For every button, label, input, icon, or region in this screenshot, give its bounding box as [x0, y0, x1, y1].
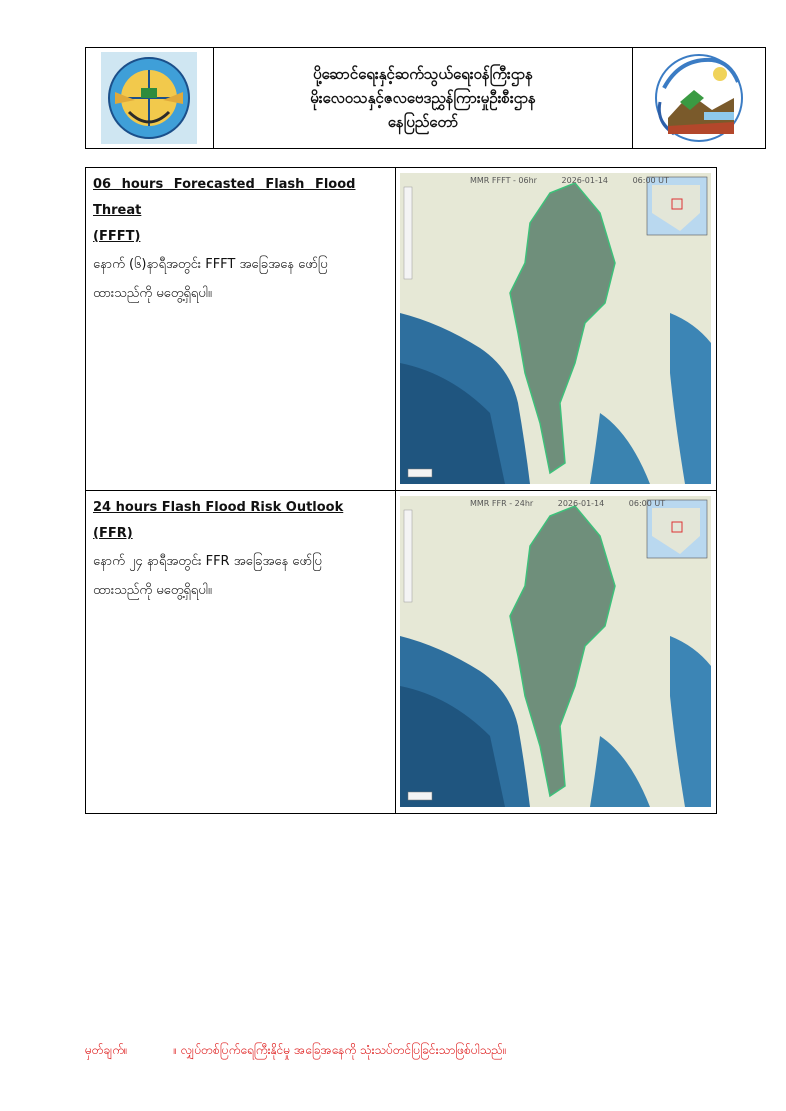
- ffft-map-graphic: [400, 173, 711, 484]
- ffft-title-abbr: (FFFT): [93, 229, 141, 244]
- flash-flood-table: [85, 167, 717, 814]
- ffr-map-date: 2026-01-14: [557, 499, 605, 508]
- ministry-name: ပို့ဆောင်ရေးနှင့်ဆက်သွယ်ရေးဝန်ကြီးဌာန: [313, 65, 533, 83]
- footer-label: မှတ်ချက်။: [85, 1043, 128, 1057]
- ffr-description-cont: ထားသည်ကို မတွေ့ရှိရပါ။: [93, 583, 212, 598]
- ffr-map-graphic: [400, 496, 711, 807]
- ffr-map-cell: [396, 491, 716, 813]
- ffft-description: နောက် (၆)နာရီအတွင်း FFFT အခြေအနေ ဖော်ပြ: [93, 257, 328, 272]
- ffft-map-title: [470, 176, 691, 185]
- ministry-logo-cell: [86, 48, 214, 148]
- footer-note: [85, 1042, 705, 1060]
- ffft-map-cell: [396, 168, 716, 490]
- header-title-block: [214, 48, 634, 148]
- ffr-text-cell: [86, 491, 396, 813]
- ffr-map[interactable]: [400, 496, 711, 807]
- ffft-title: 06 hours Forecasted Flash Flood Threat: [93, 177, 356, 218]
- ffft-map-time: 06:00 UT: [632, 176, 669, 185]
- ministry-logo: [101, 52, 197, 144]
- ffft-row: [86, 168, 716, 491]
- ffft-map[interactable]: [400, 173, 711, 484]
- department-name: မိုးလေဝသနှင့်ဇလဗေဒညွှန်ကြားမှုဦးစီးဌာန: [310, 89, 536, 107]
- ffr-row: [86, 491, 716, 813]
- footer-text: ။ လျှပ်တစ်ပြက်ရေကြီးနိုင်မှု အခြေအနေကို သုံးသပ်တင်ပြခြင်းသာဖြစ်ပါသည်။: [173, 1043, 507, 1057]
- city-name: နေပြည်တော်: [387, 113, 459, 131]
- department-logo-cell: [633, 48, 765, 148]
- document-header: [85, 47, 766, 149]
- ffr-description: နောက် ၂၄ နာရီအတွင်း FFR အခြေအနေ ဖော်ပြ: [93, 554, 322, 569]
- ffft-map-product: MMR FFFT - 06hr: [470, 176, 537, 185]
- ffr-map-title: [470, 499, 687, 508]
- ffr-map-product: MMR FFR - 24hr: [470, 499, 534, 508]
- ffr-map-time: 06:00 UT: [628, 499, 666, 508]
- ffft-text-cell: [86, 168, 396, 490]
- ffr-title: 24 hours Flash Flood Risk Outlook (FFR): [93, 500, 344, 541]
- hydrology-logo: [650, 52, 748, 144]
- ffft-description-cont: ထားသည်ကို မတွေ့ရှိရပါ။: [93, 286, 212, 301]
- ffft-map-date: 2026-01-14: [561, 176, 609, 185]
